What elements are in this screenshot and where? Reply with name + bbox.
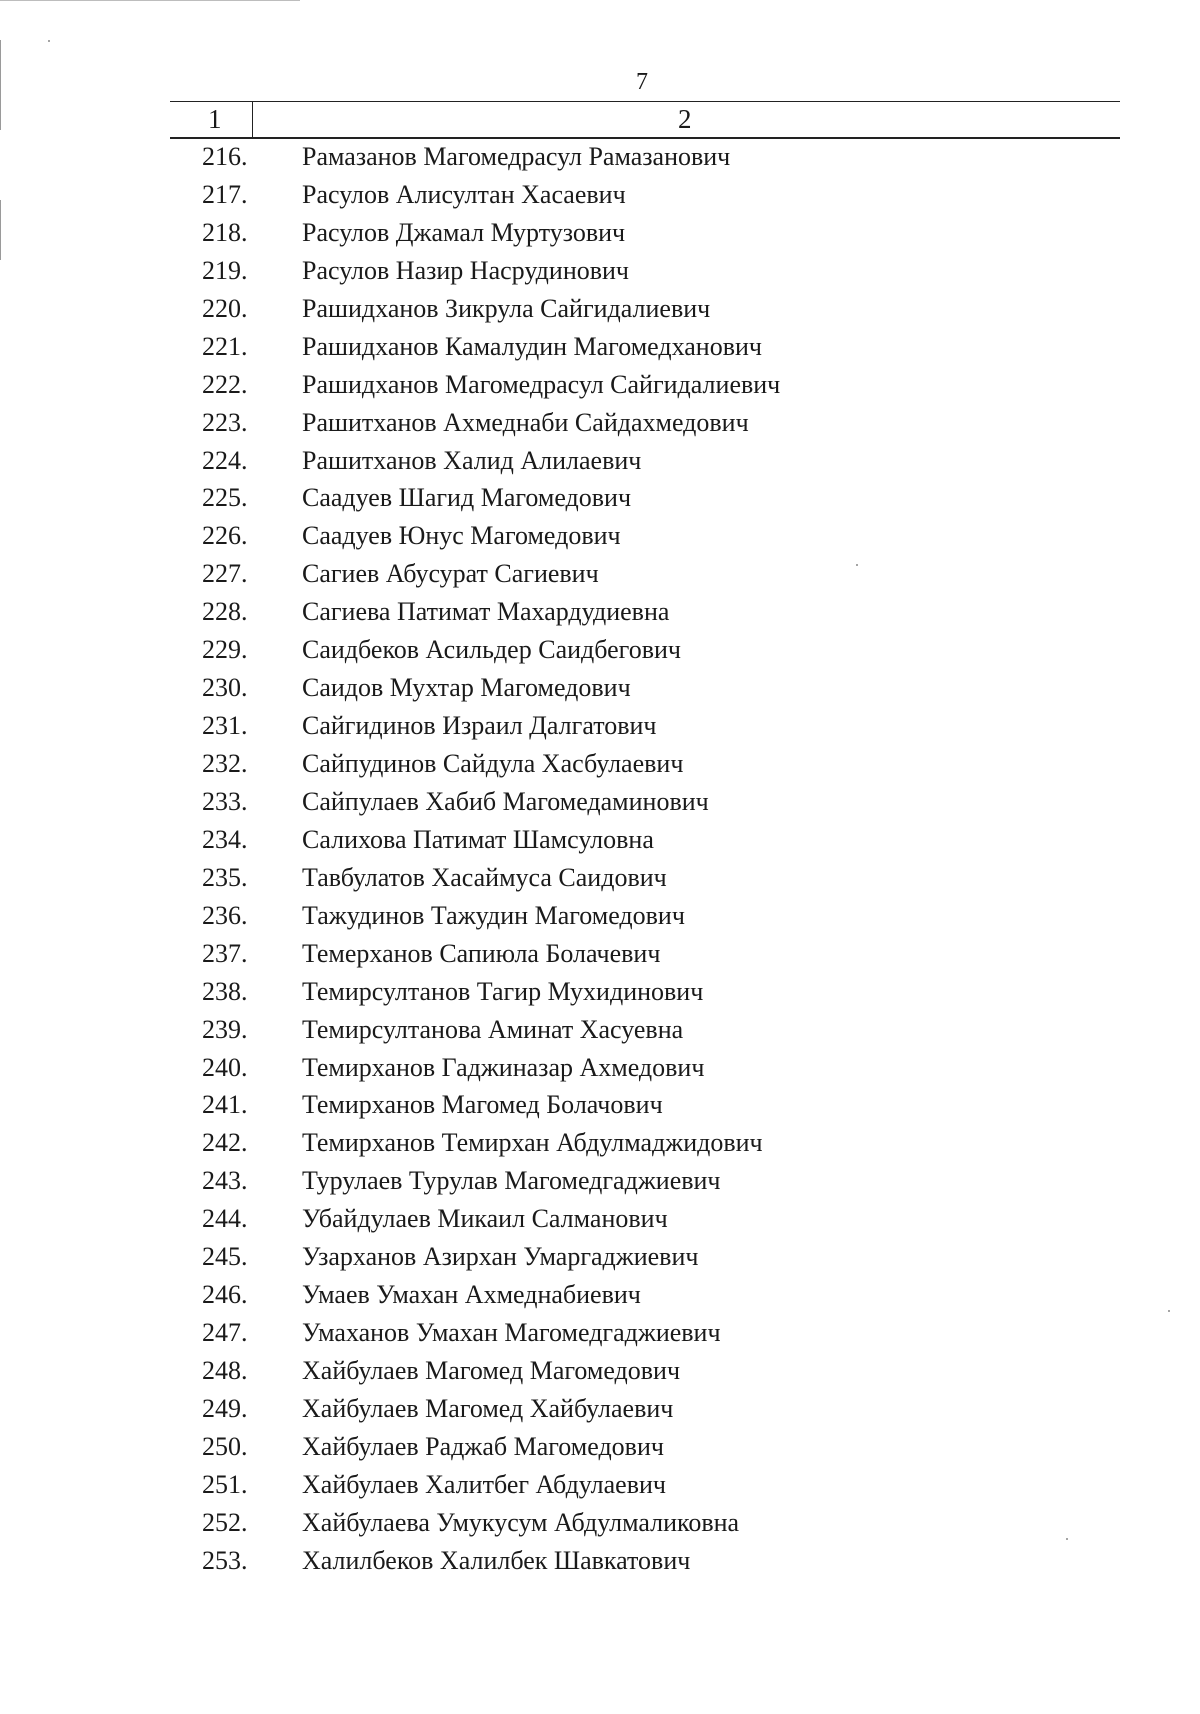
list-row: [0, 517, 1200, 555]
row-number: 242.: [202, 1128, 248, 1158]
row-full-name: Хайбулаев Халитбег Абдулаевич: [302, 1469, 666, 1499]
row-number: 237.: [202, 938, 248, 968]
row-number: 246.: [202, 1280, 248, 1310]
row-full-name: Сагиев Абусурат Сагиевич: [302, 559, 599, 589]
header-top-rule: [170, 101, 1120, 102]
list-row: [0, 1504, 1200, 1542]
row-full-name: Умаев Умахан Ахмеднабиевич: [302, 1280, 641, 1310]
row-number: 228.: [202, 597, 248, 627]
list-row: [0, 1466, 1200, 1504]
row-full-name: Турулаев Турулав Магомедгаджиевич: [302, 1166, 721, 1196]
row-full-name: Сайпудинов Сайдула Хасбулаевич: [302, 749, 684, 778]
row-number: 223.: [202, 407, 248, 437]
list-row: [0, 669, 1200, 707]
row-full-name: Хайбулаева Умукусум Абдулмаликовна: [302, 1507, 740, 1537]
row-number: 239.: [202, 1014, 248, 1044]
row-number: 226.: [202, 521, 248, 551]
row-number: 245.: [202, 1242, 248, 1272]
name-list: [0, 138, 1200, 1580]
row-number: 230.: [202, 673, 248, 703]
row-full-name: Расулов Джамал Муртузович: [302, 217, 626, 247]
list-row: [0, 1200, 1200, 1238]
list-row: [0, 1086, 1200, 1124]
row-full-name: Сайпулаев Хабиб Магомедаминович: [302, 786, 709, 816]
row-number: 251.: [202, 1469, 248, 1499]
row-full-name: Убайдулаев Микаил Салманович: [302, 1204, 668, 1234]
row-number: 227.: [202, 559, 248, 589]
row-number: 231.: [202, 711, 248, 741]
row-number: 222.: [202, 369, 248, 399]
row-full-name: Темирханов Гаджиназар Ахмедович: [302, 1052, 705, 1082]
row-number: 240.: [202, 1052, 248, 1082]
row-full-name: Рашидханов Магомедрасул Сайгидалиевич: [302, 369, 781, 399]
list-row: [0, 176, 1200, 214]
row-full-name: Темирсултанова Аминат Хасуевна: [302, 1014, 684, 1044]
row-full-name: Темерханов Сапиюла Болачевич: [302, 938, 661, 968]
row-full-name: Рашидханов Камалудин Магомедханович: [302, 331, 762, 361]
row-full-name: Саидов Мухтар Магомедович: [302, 673, 631, 703]
column-header-name: 2: [678, 104, 692, 134]
row-full-name: Узарханов Азирхан Умаргаджиевич: [302, 1242, 699, 1272]
row-number: 248.: [202, 1356, 248, 1385]
column-header-number: 1: [208, 104, 222, 134]
row-number: 235.: [202, 862, 248, 892]
list-row: [0, 1314, 1200, 1352]
list-row: [0, 1238, 1200, 1276]
row-number: 217.: [202, 179, 248, 209]
list-row: [0, 783, 1200, 821]
row-full-name: Рамазанов Магомедрасул Рамазанович: [302, 142, 731, 171]
row-number: 243.: [202, 1166, 248, 1196]
row-number: 236.: [202, 900, 248, 930]
row-full-name: Салихова Патимат Шамсуловна: [302, 824, 654, 854]
row-full-name: Саадуев Шагид Магомедович: [302, 483, 632, 513]
row-number: 216.: [202, 142, 248, 171]
row-full-name: Хайбулаев Раджаб Магомедович: [302, 1431, 664, 1461]
list-row: [0, 1124, 1200, 1162]
row-number: 241.: [202, 1090, 248, 1120]
header-column-divider: [252, 101, 253, 137]
row-number: 233.: [202, 786, 248, 816]
list-row: [0, 631, 1200, 669]
row-full-name: Сайгидинов Израил Далгатович: [302, 711, 657, 741]
row-full-name: Темирханов Магомед Болачович: [302, 1090, 663, 1120]
scan-speck: [48, 40, 50, 42]
row-number: 232.: [202, 749, 248, 778]
list-row: [0, 138, 1200, 176]
row-full-name: Умаханов Умахан Магомедгаджиевич: [302, 1318, 721, 1348]
list-row: [0, 442, 1200, 480]
scan-artifact-edge: [0, 40, 1, 130]
list-row: [0, 404, 1200, 442]
row-full-name: Темирханов Темирхан Абдулмаджидович: [302, 1128, 763, 1158]
row-number: 250.: [202, 1431, 248, 1461]
row-number: 224.: [202, 445, 248, 475]
row-number: 221.: [202, 331, 248, 361]
list-row: [0, 328, 1200, 366]
row-number: 219.: [202, 255, 248, 285]
list-row: [0, 555, 1200, 593]
list-row: [0, 897, 1200, 935]
list-row: [0, 214, 1200, 252]
row-number: 253.: [202, 1545, 248, 1575]
row-full-name: Расулов Алисултан Хасаевич: [302, 179, 626, 209]
row-full-name: Рашитханов Ахмеднаби Сайдахмедович: [302, 407, 749, 437]
list-row: [0, 1352, 1200, 1390]
list-row: [0, 745, 1200, 783]
row-full-name: Темирсултанов Тагир Мухидинович: [302, 976, 704, 1006]
list-row: [0, 1390, 1200, 1428]
scan-artifact-top-line: [0, 0, 300, 1]
row-full-name: Хайбулаев Магомед Магомедович: [302, 1356, 681, 1385]
row-number: 234.: [202, 824, 248, 854]
list-row: [0, 973, 1200, 1011]
row-number: 220.: [202, 293, 248, 323]
row-number: 229.: [202, 635, 248, 665]
list-row: [0, 1428, 1200, 1466]
row-full-name: Тажудинов Тажудин Магомедович: [302, 900, 685, 930]
list-row: [0, 366, 1200, 404]
row-full-name: Тавбулатов Хасаймуса Саидович: [302, 862, 667, 892]
row-number: 252.: [202, 1507, 248, 1537]
row-full-name: Халилбеков Халилбек Шавкатович: [302, 1545, 691, 1575]
list-row: [0, 1542, 1200, 1580]
row-full-name: Саидбеков Асильдер Саидбегович: [302, 635, 681, 665]
list-row: [0, 252, 1200, 290]
row-number: 249.: [202, 1393, 248, 1423]
row-number: 244.: [202, 1204, 248, 1234]
row-full-name: Расулов Назир Насрудинович: [302, 255, 630, 285]
list-row: [0, 1049, 1200, 1087]
list-row: [0, 1276, 1200, 1314]
row-number: 238.: [202, 976, 248, 1006]
list-row: [0, 479, 1200, 517]
row-full-name: Саадуев Юнус Магомедович: [302, 521, 621, 551]
list-row: [0, 1011, 1200, 1049]
list-row: [0, 290, 1200, 328]
list-row: [0, 1162, 1200, 1200]
page-number: 7: [636, 69, 648, 95]
row-number: 225.: [202, 483, 248, 513]
list-row: [0, 821, 1200, 859]
list-row: [0, 859, 1200, 897]
row-number: 247.: [202, 1318, 248, 1348]
row-number: 218.: [202, 217, 248, 247]
row-full-name: Сагиева Патимат Махардудиевна: [302, 597, 670, 627]
row-full-name: Рашитханов Халид Алилаевич: [302, 445, 642, 475]
row-full-name: Рашидханов Зикрула Сайгидалиевич: [302, 293, 711, 323]
list-row: [0, 935, 1200, 973]
row-full-name: Хайбулаев Магомед Хайбулаевич: [302, 1393, 674, 1423]
list-row: [0, 593, 1200, 631]
list-row: [0, 707, 1200, 745]
